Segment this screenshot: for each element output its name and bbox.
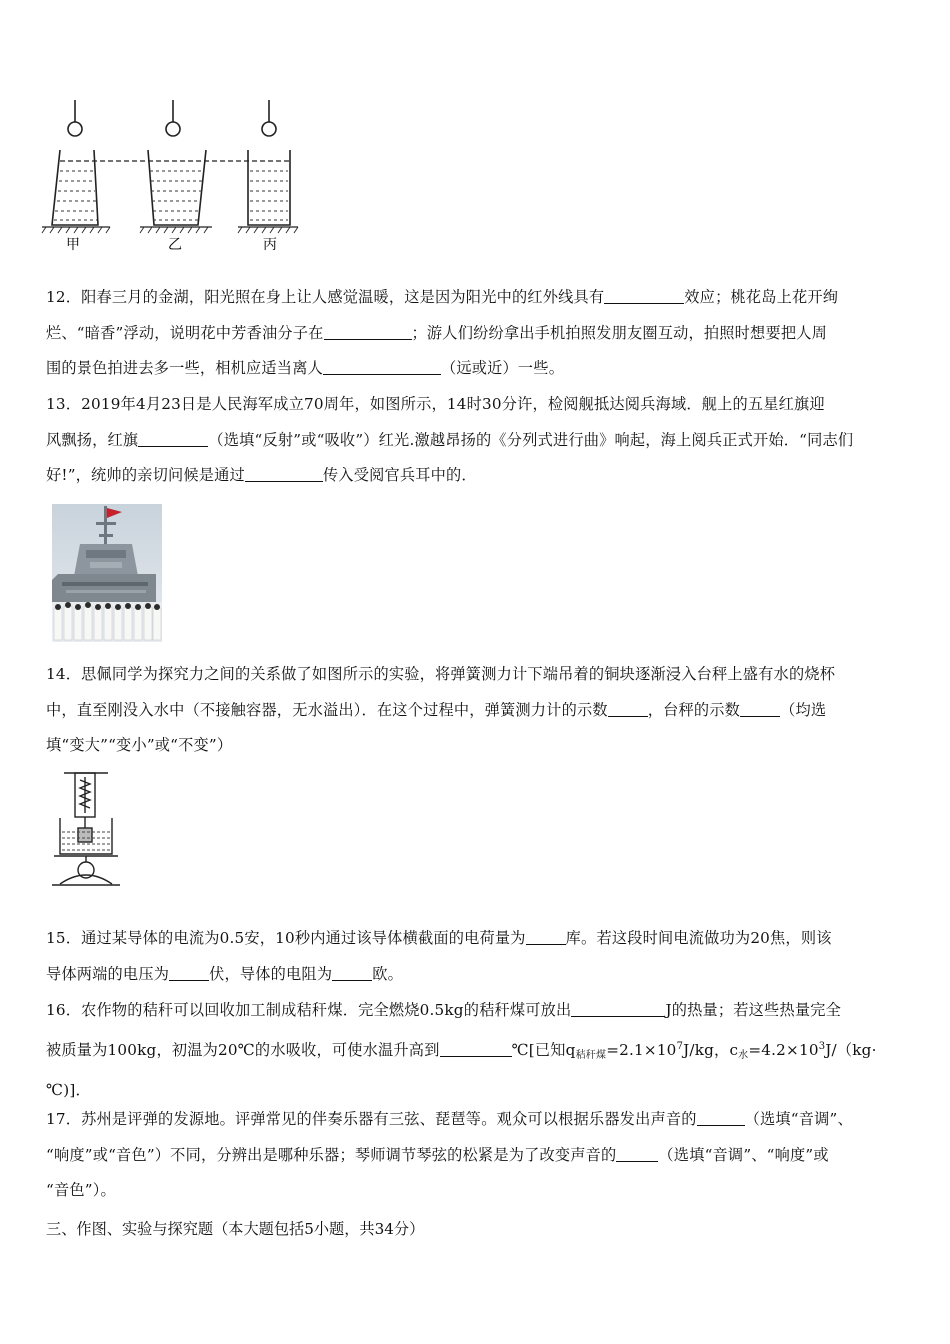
q16-blank-2[interactable] [440,1040,512,1057]
q12-text: ；游人们纷纷拿出手机拍照发朋友圈互动，拍照时想要把人周 [411,323,827,342]
question-17 [46,1102,908,1209]
q14-blank-2[interactable] [740,700,780,717]
q16-text: ℃)]． [46,1081,91,1099]
q14-text: 14．思佩同学为探究力之间的关系做了如图所示的实验，将弹簧测力计下端吊着的铜块逐渐浸入台秤上盛有水的烧杯 [46,665,836,683]
q16-text: =4.2×10 [748,1040,819,1059]
q16-text: J的热量；若这些热量完全 [665,1001,841,1019]
q13-blank-1[interactable] [138,430,208,447]
q15-blank-3[interactable] [332,964,372,981]
q15-blank-2[interactable] [169,964,209,981]
q13-blank-2[interactable] [245,465,323,482]
q13-text: （选填“反射”或“吸收”）红光.激越昂扬的《分列式进行曲》响起，海上阅兵正式开始．“同志们 [208,430,854,449]
q16-text: 被质量为100kg，初温为20℃的水吸收，可使水温升高到 [46,1040,440,1059]
q16-blank-1[interactable] [571,1000,665,1017]
q12-text: 围的景色拍进去多一些，相机应适当离人 [46,359,323,377]
question-15 [46,921,908,992]
question-14 [46,657,908,764]
q14-text: （均选 [780,700,827,719]
q15-blank-1[interactable] [526,928,566,945]
q14-text: 中，直至刚没入水中（不接触容器，无水溢出）．在这个过程中，弹簧测力计的示数 [46,700,608,719]
q12-blank-1[interactable] [604,287,684,304]
q17-text: （选填“音调”、“响度”或 [658,1145,829,1164]
q16-text: J/（kg· [825,1040,877,1059]
question-12 [46,280,908,387]
q12-blank-2[interactable] [324,323,412,340]
spring-scale-figure [44,770,128,892]
q13-text: 风飘扬，红旗 [46,430,139,449]
q12-text: 12．阳春三月的金湖，阳光照在身上让人感觉温暖，这是因为阳光中的红外线具有 [46,288,605,306]
q14-blank-1[interactable] [608,700,648,717]
q15-text: 伏，导体的电阻为 [209,964,333,983]
question-16 [46,993,908,1109]
q16-text: J/kg，c [683,1040,739,1059]
q15-text: 导体两端的电压为 [46,964,170,983]
q12-text: （远或近）一些。 [440,359,565,377]
q16-text: ℃[已知q [511,1040,576,1059]
beaker-label-jia: 甲 [66,237,80,253]
q16-subscript: 秸秆煤 [575,1049,607,1061]
q16-text: 16．农作物的秸秆可以回收加工制成秸秆煤．完全燃烧0.5kg的秸秆煤可放出 [46,1001,572,1019]
q17-blank-1[interactable] [697,1109,745,1126]
q16-subscript: 水 [738,1049,749,1061]
beakers-figure [40,95,300,255]
q13-text: 13．2019年4月23日是人民海军成立70周年，如图所示，14时30分许，检阅舰抵达阅兵海域．舰上的五星红旗迎 [46,395,825,413]
beaker-label-yi: 乙 [168,237,182,253]
q17-text: 17．苏州是评弹的发源地。评弹常见的伴奏乐器有三弦、琵琶等。观众可以根据乐器发出声音的 [46,1110,697,1128]
q15-text: 库。若这段时间电流做功为20焦，则该 [565,929,832,947]
warship-photo [52,504,162,642]
beaker-label-bing: 丙 [263,237,277,253]
q13-text: 传入受阅官兵耳中的． [322,466,477,484]
q14-text: 填“变大”“变小”或“不变”） [46,736,233,754]
q12-blank-3[interactable] [323,358,441,375]
q12-text: 效应；桃花岛上花开绚 [684,288,839,306]
q17-text: “响度”或“音色”）不同，分辨出是哪种乐器；琴师调节琴弦的松紧是为了改变声音的 [46,1145,617,1164]
q16-text: =2.1×10 [606,1040,677,1059]
q17-blank-2[interactable] [616,1145,658,1162]
q17-text: （选填“音调”、 [744,1110,853,1128]
q14-text: ，台秤的示数 [647,700,741,719]
section-3-title: 三、作图、实验与探究题（本大题包括5小题，共34分） [46,1220,425,1238]
q15-text: 欧。 [372,964,403,983]
q13-text: 好!”，统帅的亲切问候是通过 [46,466,245,484]
q15-text: 15．通过某导体的电流为0.5安，10秒内通过该导体横截面的电荷量为 [46,929,526,947]
q16-superscript: 7 [676,1040,684,1052]
q17-text: “音色”）。 [46,1181,116,1199]
question-13 [46,387,908,494]
q16-superscript: 3 [818,1040,826,1052]
q12-text: 烂、“暗香”浮动，说明花中芳香油分子在 [46,323,324,342]
